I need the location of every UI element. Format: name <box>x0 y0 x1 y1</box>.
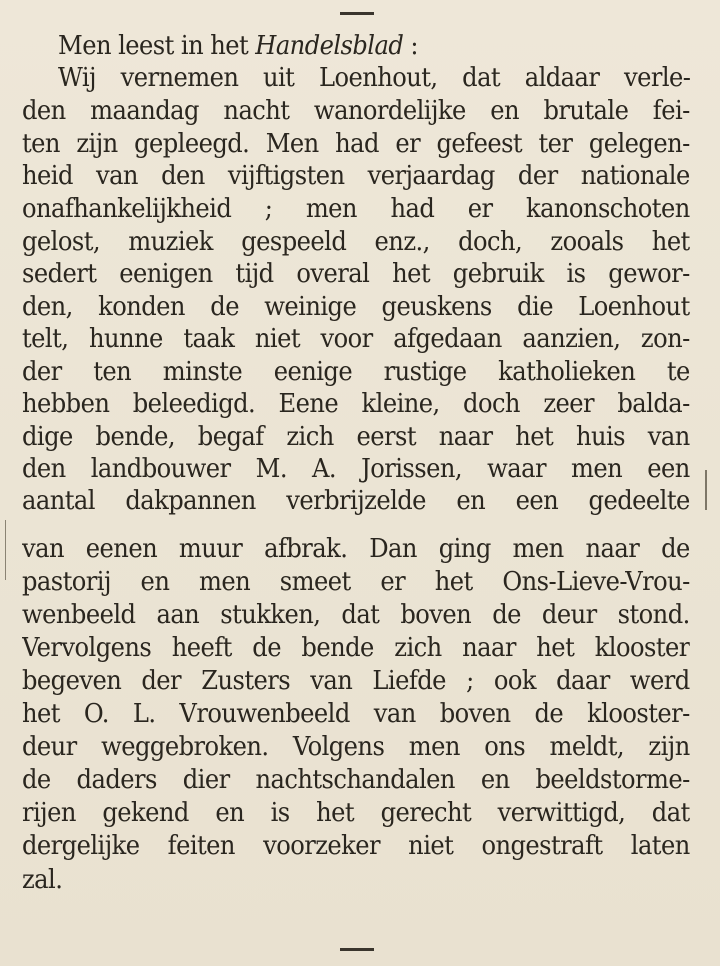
column-edge-mark-right <box>705 470 707 510</box>
text-line-3: ten zijn gepleegd. Men had er gefeest ter gelegen- <box>22 129 690 159</box>
text-line-5: onafhankelijkheid ; men had er kanonschoten <box>22 194 690 224</box>
text-line-11: hebben beleedigd. Eene kleine, doch zeer balda- <box>22 389 690 419</box>
text-line-24: dergelijke feiten voorzeker niet ongestraft laten <box>22 831 690 861</box>
text-line-13: den landbouwer M. A. Jorissen, waar men een <box>22 454 690 484</box>
article-heading <box>58 28 690 64</box>
column-edge-mark-left <box>5 520 6 580</box>
text-line-16: pastorij en men smeet er het Ons-Lieve-Vrou- <box>22 567 690 597</box>
bottom-separator-rule <box>340 948 374 951</box>
text-line-12: dige bende, begaf zich eerst naar het huis van <box>22 422 690 452</box>
text-line-18: Vervolgens heeft de bende zich naar het klooster <box>22 633 690 663</box>
text-line-7: sedert eenigen tijd overal het gebruik is gewor- <box>22 259 690 289</box>
text-line-25: zal. <box>22 865 63 895</box>
text-line-14: aantal dakpannen verbrijzelde en een gedeelte <box>22 486 690 516</box>
text-line-4: heid van den vijftigsten verjaardag der nationale <box>22 161 690 191</box>
text-line-6: gelost, muziek gespeeld enz., doch, zooals het <box>22 227 690 257</box>
text-line-10: der ten minste eenige rustige katholieken te <box>22 357 690 387</box>
text-line-8: den, konden de weinige geuskens die Loenhout <box>22 292 690 322</box>
heading-source-name: Handelsblad <box>255 31 404 61</box>
text-line-21: deur weggebroken. Volgens men ons meldt, zijn <box>22 732 690 762</box>
text-line-23: rijen gekend en is het gerecht verwittigd, dat <box>22 798 690 828</box>
text-line-22: de daders dier nachtschandalen en beeldstorme- <box>22 765 690 795</box>
text-line-15: van eenen muur afbrak. Dan ging men naar de <box>22 534 690 564</box>
heading-suffix: : <box>403 31 418 61</box>
text-line-9: telt, hunne taak niet voor afgedaan aanzien, zon- <box>22 324 690 354</box>
text-line-17: wenbeeld aan stukken, dat boven de deur stond. <box>22 600 690 630</box>
text-line-19: begeven der Zusters van Liefde ; ook daar werd <box>22 666 690 696</box>
text-line-1: Wij vernemen uit Loenhout, dat aldaar verle- <box>58 63 691 93</box>
text-line-2: den maandag nacht wanordelijke en brutale fei- <box>22 96 690 126</box>
heading-prefix: Men leest in het <box>58 31 256 61</box>
text-line-20: het O. L. Vrouwenbeeld van boven de klooster- <box>22 699 690 729</box>
